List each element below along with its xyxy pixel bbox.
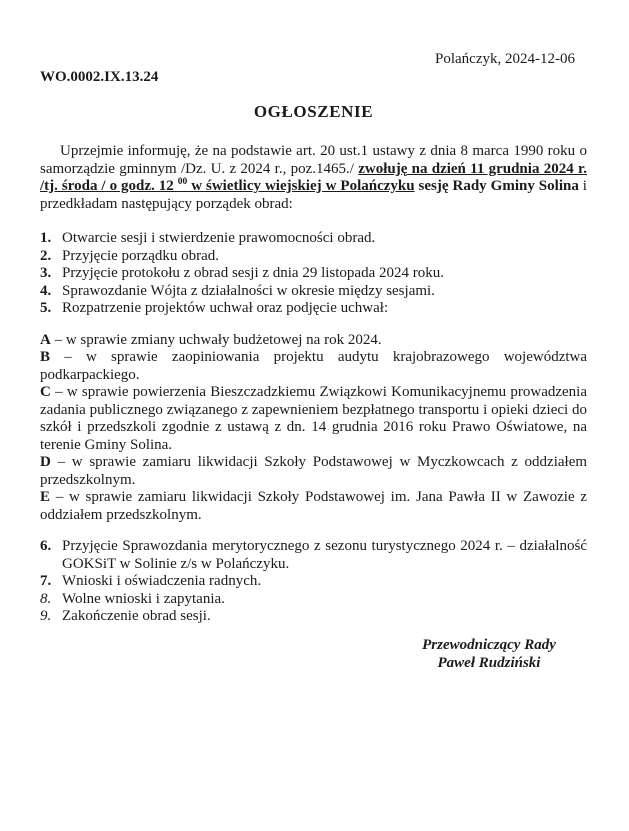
intro-text-end: i przedkładam następujący porządek obrad: [40, 178, 587, 212]
resolution-letter: E [40, 489, 51, 505]
list-item [40, 265, 587, 283]
list-item [40, 538, 587, 573]
intro-emphasis-underlined-2: w świetlicy wiejskiej w Polańczyku [187, 178, 415, 194]
list-item [40, 283, 587, 301]
reference-number: WO.0002.IX.13.24 [40, 69, 159, 85]
resolution-text: w sprawie powierzenia Bieszczadzkiemu Związkowi Komunikacyjnemu prowadzenia zadania publicznego związanego z zapewnieniem bezpłatnego transportu i opieki dzieci do szkół i przedszkoli zgodnie z ustawą z dn. 14 grudnia 2016 roku Prawo Oświatowe, na terenie Gminy Solina. [40, 384, 587, 453]
resolution-dash: – [55, 489, 64, 505]
agenda-list-top [40, 230, 587, 318]
item-text: Przyjęcie Sprawozdania merytorycznego z sezonu turystycznego 2024 r. – działalność GOKSiT w Solinie z/s w Polańczyku. [62, 538, 587, 572]
item-number: 5. [40, 300, 52, 316]
resolution-letter: B [40, 349, 51, 365]
item-text: Przyjęcie porządku obrad. [62, 247, 220, 264]
agenda-list-bottom [40, 538, 587, 626]
intro-emphasis-bold: sesję Rady Gminy Solina [414, 178, 579, 194]
resolution-dash: – [64, 349, 72, 365]
signature-name: Paweł Rudziński [437, 654, 541, 671]
resolution-text: w sprawie zamiaru likwidacji Szkoły Podstawowej w Myczkowcach z oddziałem przedszkolnym. [40, 454, 588, 488]
list-item [40, 230, 587, 248]
resolution-item [40, 349, 587, 384]
resolution-item [40, 454, 587, 489]
resolution-text: w sprawie zmiany uchwały budżetowej na rok 2024. [65, 331, 382, 348]
item-number: 8. [40, 590, 52, 607]
item-number: 7. [40, 573, 52, 589]
item-text: Sprawozdanie Wójta z działalności w okresie między sesjami. [62, 282, 435, 299]
place-date: Polańczyk, 2024-12-06 [435, 51, 575, 67]
list-item [40, 300, 587, 318]
resolution-item [40, 489, 587, 524]
intro-paragraph [40, 143, 587, 213]
intro-emphasis-underlined-1: zwołuję na dzień 11 grudnia 2024 r. /tj. środa / o godz. 12 [40, 160, 587, 194]
resolution-text: w sprawie zaopiniowania projektu audytu krajobrazowego województwa podkarpackiego. [40, 349, 588, 383]
list-item [40, 591, 587, 609]
signature-role: Przewodniczący Rady [422, 636, 556, 653]
resolution-letter: D [40, 454, 51, 470]
item-number: 4. [40, 282, 52, 299]
item-text: Wolne wnioski i zapytania. [62, 590, 225, 607]
resolution-dash: – [57, 454, 66, 470]
item-text: Rozpatrzenie projektów uchwał oraz podjęcie uchwał: [62, 300, 389, 316]
resolution-item [40, 384, 587, 454]
item-number: 1. [40, 230, 52, 246]
item-number: 3. [40, 265, 52, 281]
resolution-dash: – [54, 331, 63, 348]
resolutions-block [40, 332, 587, 525]
resolution-dash: – [55, 384, 63, 400]
list-item [40, 573, 587, 591]
resolution-item [40, 332, 587, 350]
intro-text-start: Uprzejmie informuję, że na podstawie art. 20 ust.1 ustawy z dnia 8 marca 1990 roku o samorządzie gminnym /Dz. U. z 2024 r., poz.1465./ [40, 143, 587, 177]
resolution-letter: A [40, 331, 51, 348]
resolution-letter: C [40, 384, 51, 400]
list-item [40, 248, 587, 266]
resolution-text: w sprawie zamiaru likwidacji Szkoły Podstawowej im. Jana Pawła II w Zawozie z oddziałem przedszkolnym. [40, 489, 587, 523]
item-number: 2. [40, 247, 52, 264]
item-text: Zakończenie obrad sesji. [62, 608, 211, 624]
item-number: 9. [40, 608, 52, 624]
item-text: Przyjęcie protokołu z obrad sesji z dnia 29 listopada 2024 roku. [62, 265, 444, 281]
signature-block [391, 636, 587, 672]
document-title: OGŁOSZENIE [253, 102, 374, 121]
list-item [40, 608, 587, 626]
item-text: Otwarcie sesji i stwierdzenie prawomocności obrad. [62, 230, 376, 246]
item-number: 6. [40, 538, 52, 554]
item-text: Wnioski i oświadczenia radnych. [62, 573, 262, 589]
intro-superscript: 00 [177, 177, 188, 187]
